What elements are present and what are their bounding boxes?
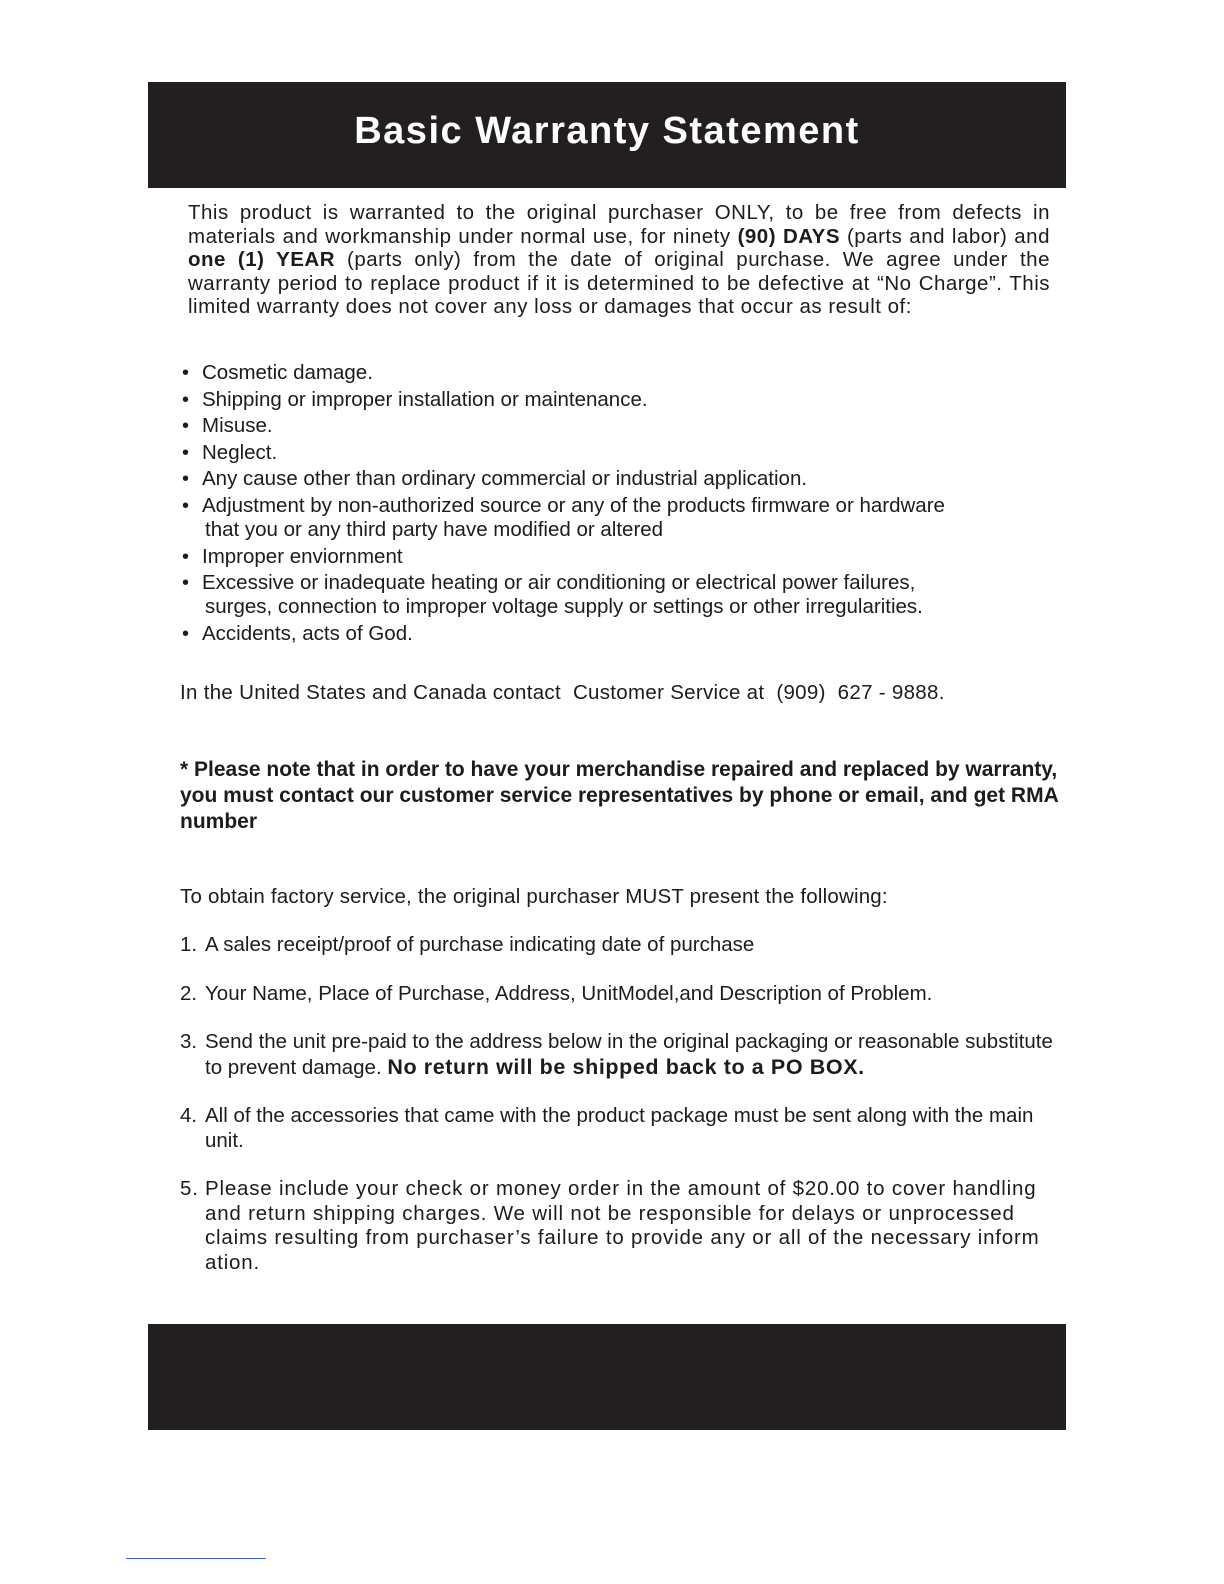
bullet-icon: • bbox=[182, 362, 190, 384]
exclusions-list bbox=[180, 361, 1060, 648]
bullet-icon: • bbox=[182, 494, 190, 517]
bullet-icon: • bbox=[182, 441, 190, 464]
bullet-icon: • bbox=[182, 572, 190, 595]
service-intro: To obtain factory service, the original purchaser MUST present the following: bbox=[180, 885, 888, 908]
divider bbox=[126, 1558, 266, 1559]
list-item: • Accidents, acts of God. bbox=[182, 621, 413, 645]
intro-text-2: (parts and labor) and bbox=[840, 224, 1050, 248]
contact-line: In the United States and Canada contact Customer Service at (909) 627 - 9888. bbox=[180, 681, 945, 704]
list-item: • Shipping or improper installation or maintenance. bbox=[182, 387, 648, 411]
list-item: • Any cause other than ordinary commercial or industrial application. bbox=[182, 467, 808, 491]
intro-text-3: (parts only) from the date of original purchase. We agree under the warranty period to replace product if it is determined to be defective at “No Charge”. This limited warranty does not cover any loss or damages that occur as result of: bbox=[188, 248, 1050, 319]
footer-banner bbox=[148, 1324, 1066, 1430]
service-steps bbox=[180, 933, 1060, 1299]
list-item: 3. Send the unit pre-paid to the address below in the original packaging or reasonable substitute to prevent damage. No return will be shipped back to a PO BOX. bbox=[180, 1030, 1053, 1079]
intro-days: (90) DAYS bbox=[737, 224, 841, 248]
list-item: • Neglect. bbox=[182, 440, 278, 464]
page-title: Basic Warranty Statement bbox=[354, 109, 860, 152]
bullet-icon: • bbox=[182, 622, 190, 645]
rma-note: * Please note that in order to have your merchandise repaired and replaced by warranty, you must contact our customer service representatives by phone or email, and get RMA number bbox=[180, 758, 1058, 833]
list-item: • Improper enviornment bbox=[182, 544, 403, 568]
list-item: • Excessive or inadequate heating or air conditioning or electrical power failures, surges, connection to improper voltage supply or settings or other irregularities. bbox=[182, 571, 923, 619]
list-item: 4. All of the accessories that came with the product package must be sent along with the main unit. bbox=[180, 1104, 1034, 1152]
list-item: 2. Your Name, Place of Purchase, Address, UnitModel,and Description of Problem. bbox=[180, 981, 933, 1005]
list-item: • Cosmetic damage. bbox=[182, 361, 373, 384]
intro-year: one (1) YEAR bbox=[188, 248, 336, 272]
bullet-icon: • bbox=[182, 415, 190, 438]
list-item: 1. A sales receipt/proof of purchase indicating date of purchase bbox=[180, 933, 755, 956]
bullet-icon: • bbox=[182, 388, 190, 411]
bullet-icon: • bbox=[182, 545, 190, 568]
intro-paragraph bbox=[188, 201, 1050, 319]
list-item: • Adjustment by non-authorized source or any of the products firmware or hardware that you or any third party have modified or altered bbox=[182, 493, 945, 541]
header-banner bbox=[148, 82, 1066, 188]
po-box-warning: No return will be shipped back to a PO BOX. bbox=[387, 1054, 865, 1079]
list-item: 5. Please include your check or money order in the amount of $20.00 to cover handling and return shipping charges. We will not be responsible for delays or unprocessed claims resulting from purchaser’s failure to provide any or all of the necessary inform ation. bbox=[180, 1177, 1040, 1274]
intro-text-1: This product is warranted to the original purchaser ONLY, to be free from defects in materials and workmanship under normal use, for ninety bbox=[188, 201, 1050, 248]
bullet-icon: • bbox=[182, 468, 190, 491]
list-item: • Misuse. bbox=[182, 414, 273, 438]
